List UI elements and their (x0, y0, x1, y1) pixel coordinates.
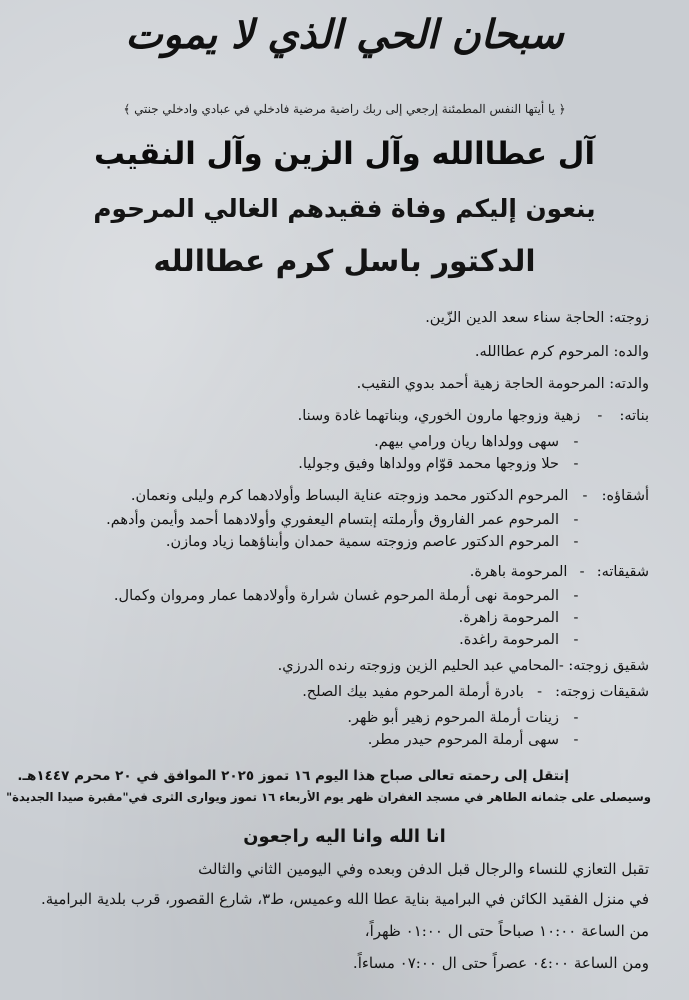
passing-notice: إنتقل إلى رحمته تعالى صباح هذا اليوم ١٦ تموز ٢٠٢٥ الموافق في ٢٠ محرم ١٤٤٧هـ. (17, 768, 569, 784)
brother-row: -المرحوم الدكتور عاصم وزوجته سمية حمدان وأبناؤهما زياد ومازن. (165, 534, 579, 550)
daughter-row: -سهى وولداها ريان ورامي بيهم. (374, 434, 579, 450)
father-line: والده: المرحوم كرم عطاالله. (474, 344, 649, 360)
brother-item: المرحوم الدكتور عاصم وزوجته سمية حمدان وأبناؤهما زياد ومازن. (165, 534, 559, 550)
sister-item: المرحومة نهى أرملة المرحوم غسان شرارة وأولادهما عمار ومروان وكمال. (113, 588, 559, 604)
condolence-hours-morning: من الساعة ١٠:٠٠ صباحاً حتى ال ٠١:٠٠ ظهراً، (364, 922, 649, 940)
sisters-first-line: شقيقاته: - المرحومة باهرة. (469, 564, 649, 580)
daughters-label: بناته: (619, 408, 649, 424)
daughter-item: سهى وولداها ريان ورامي بيهم. (374, 434, 559, 450)
sister-row: -المرحومة نهى أرملة المرحوم غسان شرارة وأولادهما عمار ومروان وكمال. (113, 588, 579, 604)
wife-sister-item: زينات أرملة المرحوم زهير أبو ظهر. (347, 710, 559, 726)
wife-sister-item: بادرة أرملة المرحوم مفيد بيك الصلح. (302, 684, 524, 700)
announcement-line: ينعون إليكم وفاة فقيدهم الغالي المرحوم (93, 194, 596, 223)
wife-brother-line: شقيق زوجته: -المحامي عبد الحليم الزين وزوجته رنده الدرزي. (277, 658, 649, 674)
condolence-address: في منزل الفقيد الكائن في البرامية بناية عطا الله وعميس، ط٣، شارع القصور، قرب بلدية البرامية. (41, 890, 649, 908)
prayer-notice: وسيصلى على جثمانه الطاهر في مسجد الغفران ظهر يوم الأربعاء ١٦ تموز ويوارى الثرى في"مقبرة صيدا الجديدة" (6, 790, 651, 804)
wife-line: زوجته: الحاجة سناء سعد الدين الزّين. (425, 310, 649, 326)
wife-sister-row: -زينات أرملة المرحوم زهير أبو ظهر. (347, 710, 579, 726)
families-title: آل عطاالله وآل الزين وآل النقيب (93, 136, 595, 172)
calligraphy-heading: سبحان الحي الذي لا يموت (125, 12, 564, 58)
wife-sisters-label: شقيقات زوجته: (555, 684, 649, 700)
daughter-item: زهية وزوجها مارون الخوري، وبناتهما غادة وسنا. (297, 408, 581, 424)
sister-item: المرحومة زاهرة. (458, 610, 559, 626)
wife-sister-row: -سهى أرملة المرحوم حيدر مطر. (367, 732, 579, 748)
wife-sisters-first-line: شقيقات زوجته: - بادرة أرملة المرحوم مفيد بيك الصلح. (302, 684, 649, 700)
brother-item: المرحوم الدكتور محمد وزوجته عناية البساط وأولادهما كرم وليلى ونعمان. (130, 488, 569, 504)
condolence-hours-evening: ومن الساعة ٠٤:٠٠ عصراً حتى ال ٠٧:٠٠ مساءاً. (352, 954, 649, 972)
quran-verse: ﴿ يا أيتها النفس المطمئنة إرجعي إلى ربك راضية مرضية فادخلي في عبادي وادخلي جنتي ﴾ (123, 102, 566, 116)
brother-row: -المرحوم عمر الفاروق وأرملته إبتسام اليعفوري وأولادهما أحمد وأيمن وأدهم. (106, 512, 579, 528)
brother-item: المرحوم عمر الفاروق وأرملته إبتسام اليعفوري وأولادهما أحمد وأيمن وأدهم. (106, 512, 559, 528)
wife-sister-item: سهى أرملة المرحوم حيدر مطر. (367, 732, 559, 748)
mother-line: والدته: المرحومة الحاجة زهية أحمد بدوي النقيب. (356, 376, 649, 392)
condolence-line: تقبل التعازي للنساء والرجال قبل الدفن وبعده وفي اليومين الثاني والثالث (198, 860, 649, 878)
sister-item: المرحومة راغدة. (459, 632, 559, 648)
sister-row: -المرحومة راغدة. (459, 632, 579, 648)
daughters-first-line: بناته: - زهية وزوجها مارون الخوري، وبناتهما غادة وسنا. (297, 408, 649, 424)
inna-lillah-line: انا الله وانا اليه راجعون (243, 826, 446, 847)
brothers-label: أشقاؤه: (601, 488, 649, 504)
brothers-first-line: أشقاؤه: - المرحوم الدكتور محمد وزوجته عناية البساط وأولادهما كرم وليلى ونعمان. (130, 488, 649, 504)
daughter-row: -حلا وزوجها محمد قوّام وولداها وفيق وجوليا. (298, 456, 579, 472)
sister-row: -المرحومة زاهرة. (458, 610, 579, 626)
sister-item: المرحومة باهرة. (469, 564, 568, 580)
sisters-label: شقيقاته: (596, 564, 649, 580)
deceased-name: الدكتور باسل كرم عطاالله (153, 244, 536, 279)
daughter-item: حلا وزوجها محمد قوّام وولداها وفيق وجوليا. (298, 456, 559, 472)
